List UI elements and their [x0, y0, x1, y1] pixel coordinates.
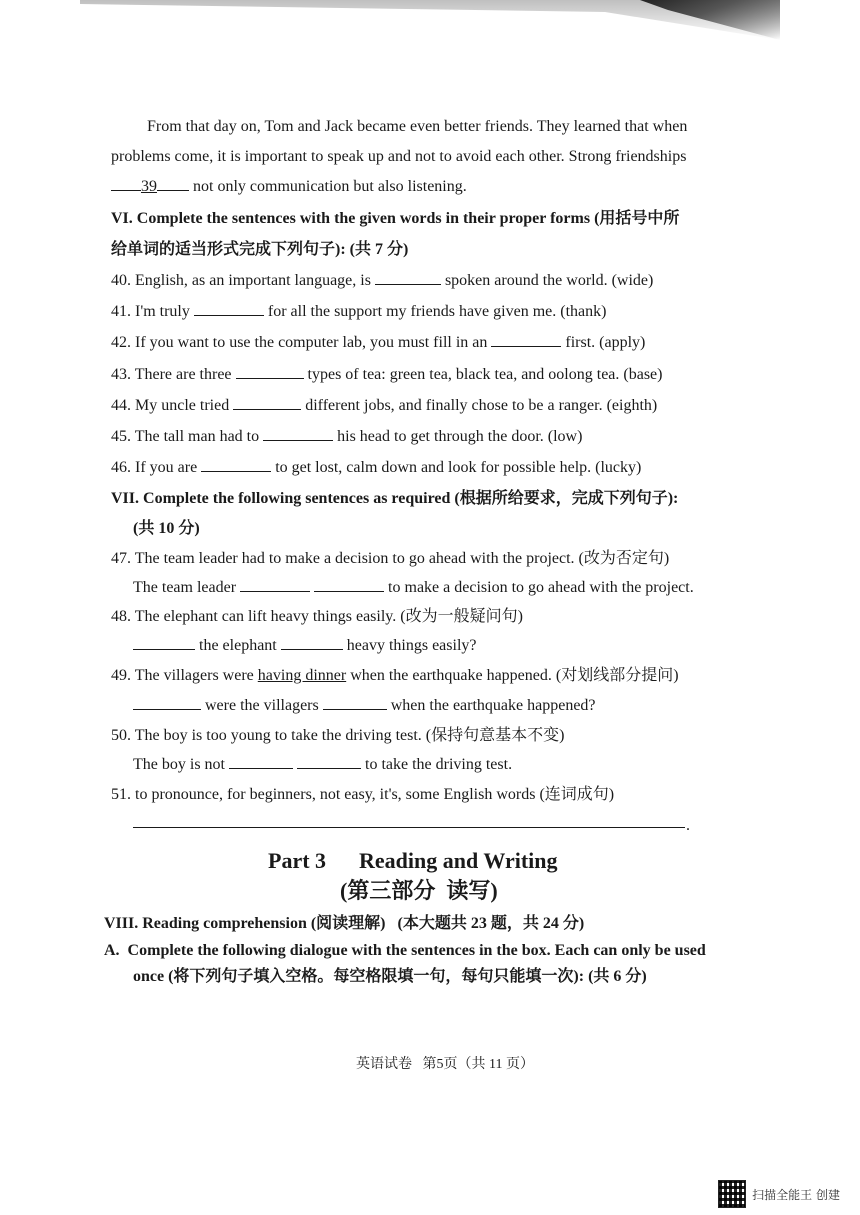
answer-blank[interactable]	[229, 754, 293, 769]
passage-line-1: From that day on, Tom and Jack became even better friends. They learned that when	[147, 118, 688, 135]
question-text: 49. The villagers were	[111, 667, 254, 684]
question-42	[111, 332, 645, 354]
answer-line-51[interactable]	[133, 827, 685, 828]
question-50: 50. The boy is too young to take the driving test. (保持句意基本不变)	[111, 727, 565, 744]
answer-blank[interactable]	[236, 364, 304, 379]
blank[interactable]	[111, 176, 141, 191]
question-text: 44. My uncle tried	[111, 397, 230, 414]
answer-blank[interactable]	[491, 332, 561, 347]
question-51: 51. to pronounce, for beginners, not easy, it's, some English words (连词成句)	[111, 786, 615, 803]
question-text: 46. If you are	[111, 459, 198, 476]
question-text: 45. The tall man had to	[111, 428, 260, 445]
underlined-phrase: having dinner	[257, 667, 347, 684]
question-text: The team leader	[133, 579, 237, 596]
answer-blank[interactable]	[281, 635, 343, 650]
question-49	[111, 665, 679, 687]
answer-blank[interactable]	[263, 426, 333, 441]
answer-blank[interactable]	[314, 577, 384, 592]
answer-blank[interactable]	[201, 457, 271, 472]
question-45	[111, 426, 582, 448]
answer-blank[interactable]	[240, 577, 310, 592]
question-49-answer	[133, 695, 596, 717]
qr-code-icon	[718, 1180, 746, 1208]
question-text: were the villagers	[205, 697, 319, 714]
answer-blank[interactable]	[375, 270, 441, 285]
question-text: the elephant	[199, 637, 277, 654]
section-vi-heading-1: VI. Complete the sentences with the given words in their proper forms (用括号中所	[111, 210, 680, 227]
question-text: when the earthquake happened?	[390, 697, 596, 714]
passage-line-2: problems come, it is important to speak up and not to avoid each other. Strong friendships	[111, 148, 687, 165]
question-text: when the earthquake happened. (对划线部分提问)	[350, 667, 679, 684]
question-text: to take the driving test.	[365, 756, 513, 773]
answer-blank[interactable]	[133, 695, 201, 710]
question-text: 43. There are three	[111, 366, 232, 383]
question-48: 48. The elephant can lift heavy things easily. (改为一般疑问句)	[111, 608, 523, 625]
answer-blank[interactable]	[233, 395, 301, 410]
question-48-answer	[133, 635, 477, 657]
section-a-line-1: A. Complete the following dialogue with the sentences in the box. Each can only be used	[104, 942, 706, 959]
question-text: to make a decision to go ahead with the project.	[388, 579, 694, 596]
question-text: for all the support my friends have given me. (thank)	[267, 303, 607, 320]
passage-line-3-text: not only communication but also listening.	[193, 178, 467, 195]
question-44	[111, 395, 657, 417]
scanner-watermark	[718, 1180, 840, 1208]
question-text: 42. If you want to use the computer lab, you must fill in an	[111, 334, 488, 351]
section-viii-heading: VIII. Reading comprehension (阅读理解) (本大题共 23 题，共 24 分)	[104, 915, 585, 932]
answer-blank[interactable]	[194, 301, 264, 316]
question-text: The boy is not	[133, 756, 225, 773]
section-vi-heading-2: 给单词的适当形式完成下列句子): (共 7 分)	[111, 241, 409, 258]
question-text: 41. I'm truly	[111, 303, 190, 320]
answer-blank[interactable]	[133, 635, 195, 650]
question-text: to get lost, calm down and look for possible help. (lucky)	[275, 459, 642, 476]
question-text: first. (apply)	[565, 334, 646, 351]
period: .	[686, 817, 690, 834]
section-vii-heading-1: VII. Complete the following sentences as required (根据所给要求，完成下列句子):	[111, 490, 679, 507]
part-3-title: Part 3 Reading and Writing	[268, 848, 558, 873]
question-47-answer	[133, 577, 694, 599]
question-41	[111, 301, 606, 323]
answer-blank[interactable]	[323, 695, 387, 710]
question-46	[111, 457, 641, 479]
question-text: types of tea: green tea, black tea, and oolong tea. (base)	[307, 366, 663, 383]
part-3-subtitle: (第三部分 读写)	[340, 878, 498, 903]
section-a-line-2: once (将下列句子填入空格。每空格限填一句，每句只能填一次): (共 6 分)	[133, 968, 647, 985]
question-text: spoken around the world. (wide)	[444, 272, 654, 289]
question-number-39: 39	[141, 178, 157, 195]
question-43	[111, 364, 662, 386]
passage-line-3	[111, 176, 467, 198]
answer-blank[interactable]	[297, 754, 361, 769]
question-40	[111, 270, 653, 292]
question-text: different jobs, and finally chose to be a ranger. (eighth)	[305, 397, 658, 414]
question-text: his head to get through the door. (low)	[337, 428, 583, 445]
watermark-text: 扫描全能王 创建	[752, 1187, 840, 1202]
section-vii-heading-2: (共 10 分)	[133, 520, 200, 537]
page-footer: 英语试卷 第5页（共 11 页）	[356, 1057, 534, 1072]
question-47: 47. The team leader had to make a decision to go ahead with the project. (改为否定句)	[111, 550, 670, 567]
question-50-answer	[133, 754, 512, 776]
blank[interactable]	[157, 176, 189, 191]
question-text: heavy things easily?	[346, 637, 477, 654]
question-text: 40. English, as an important language, is	[111, 272, 371, 289]
